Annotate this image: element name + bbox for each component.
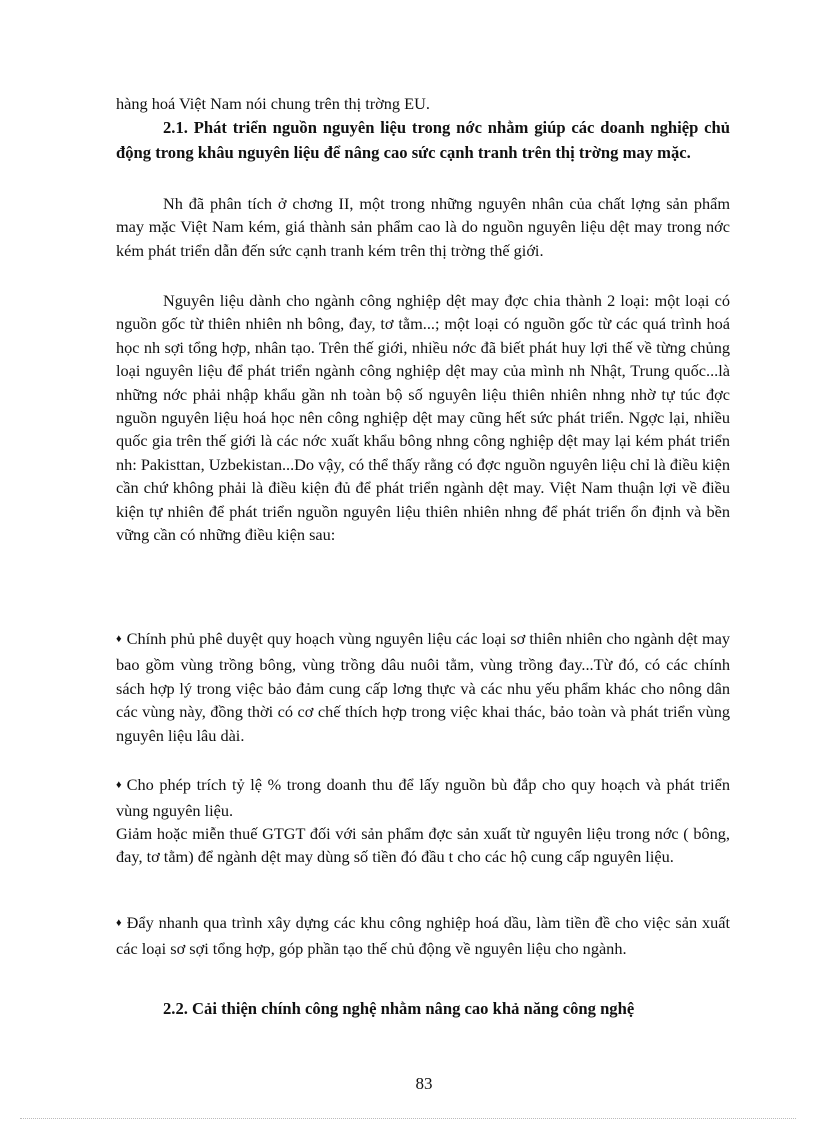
section-heading-2-1: 2.1. Phát triển nguồn nguyên liệu trong nớc nhằm giúp các doanh nghiệp chủ động trong khâu nguyên liệu để nâng cao sức cạnh tranh trên thị trờng may mặc.: [116, 118, 730, 162]
bullet-1-text: Chính phủ phê duyệt quy hoạch vùng nguyên liệu các loại sơ thiên nhiên cho ngành dệt may bao gồm vùng trồng bông, vùng trồng dâu nuôi tằm, vùng trồng đay...Từ đó, có các chính sách hợp lý trong việc bảo đảm cung cấp lơng thực và các nhu yếu phẩm khác cho nông dân các vùng này, đồng thời có cơ chế thích hợp trong việc khai thác, bảo toàn và phát triển vùng nguyên liệu lâu dài.: [116, 629, 730, 745]
bullet-item-2: [116, 773, 730, 823]
paragraph-3: Giảm hoặc miễn thuế GTGT đối với sản phẩm đợc sản xuất từ nguyên liệu trong nớc ( bông, đay, tơ tằm) để ngành dệt may dùng số tiền đó đầu t cho các hộ cung cấp nguyên liệu.: [116, 824, 730, 867]
page-number: 83: [415, 1074, 433, 1093]
section-heading-2-2: 2.2. Cải thiện chính công nghệ nhằm nâng cao khả năng công nghệ: [163, 999, 635, 1018]
diamond-bullet-icon: ♦: [116, 779, 122, 791]
paragraph-1: Nh đã phân tích ở chơng II, một trong những nguyên nhân của chất lợng sản phẩm may mặc Việt Nam kém, giá thành sản phẩm cao là do nguồn nguyên liệu dệt may trong nớc kém phát triển dẫn đến sức cạnh tranh kém trên thị trờng thế giới.: [116, 194, 730, 260]
bullet-item-1: [116, 627, 730, 747]
diamond-bullet-icon: ♦: [116, 633, 122, 645]
bottom-dotted-rule: [20, 1118, 796, 1119]
diamond-bullet-icon: ♦: [116, 917, 122, 929]
line-top: hàng hoá Việt Nam nói chung trên thị trờng EU.: [116, 94, 430, 113]
bullet-2-text: Cho phép trích tỷ lệ % trong doanh thu để lấy nguồn bù đắp cho quy hoạch và phát triển vùng nguyên liệu.: [116, 775, 730, 821]
bullet-item-3: [116, 911, 730, 961]
paragraph-2: Nguyên liệu dành cho ngành công nghiệp dệt may đợc chia thành 2 loại: một loại có nguồn gốc từ thiên nhiên nh bông, đay, tơ tằm...; một loại có nguồn gốc từ các quá trình hoá học nh sợi tổng hợp, nhân tạo. Trên thế giới, nhiều nớc đã biết phát huy lợi thế về từng chủng loại nguyên liệu để phát triển ngành công nghiệp dệt may của mình nh Nhật, Trung quốc...là những nớc phải nhập khẩu gần nh toàn bộ số nguyên liệu thiên nhiên nhng nhờ tự túc đợc nguồn nguyên liệu hoá học nên công nghiệp dệt may cũng hết sức phát triển. Ngợc lại, nhiều quốc gia trên thế giới là các nớc xuất khẩu bông nhng công nghiệp dệt may lại kém phát triển nh: Pakisttan, Uzbekistan...Do vậy, có thể thấy rằng có đợc nguồn nguyên liệu chỉ là điều kiện cần chứ không phải là điều kiện đủ để phát triển ngành dệt may. Việt Nam thuận lợi về điều kiện tự nhiên để phát triển nguồn nguyên liệu thiên nhiên nhng để phát triển ổn định và bền vững cần có những điều kiện sau:: [116, 291, 730, 545]
bullet-3-text: Đẩy nhanh qua trình xây dựng các khu công nghiệp hoá dầu, làm tiền đề cho việc sản xuất các loại sơ sợi tổng hợp, góp phần tạo thế chủ động về nguyên liệu cho ngành.: [116, 913, 730, 959]
